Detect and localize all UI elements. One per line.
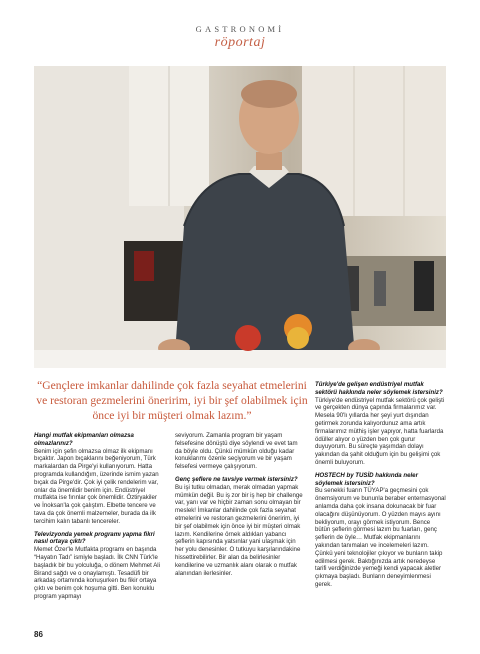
magazine-header [0, 24, 480, 51]
question: Genç şeflere ne tavsiye vermek istersiniz? [175, 475, 298, 483]
question: Hangi mutfak ekipmanları olmazsa olmazlarınız? [34, 432, 134, 447]
article-column-1 [34, 432, 165, 606]
qa-block [175, 476, 306, 577]
portrait-photo [34, 66, 446, 368]
answer: Benim için şefin olmazsa olmaz ilk ekipmanı bıçaktır. Japon bıçaklarını beğeniyorum, Türk markalardan da Pirge'yi kullanıyorum. Hatta programda kullandığım, üzerinde ismim yazan bıçak da Pirge'dir. Çok iyi çelik rendelerim var, onlar da önemlidir benim için. Endüstriyel mutfakta ise fırınlar çok önemlidir. Öztiryakiler ve İnoksan'la çok çalıştım. Elbette tencere ve tava da çok önemli malzemeler, burada da ilk tercihim kalın tabanlı tencereler. [34, 447, 159, 525]
qa-block [34, 432, 165, 526]
pull-quote: “Gençlere imkanlar dahilinde çok fazla seyahat etmelerini ve restoran gezmelerini öneririm, iyi bir şef olabilmek için önce iyi bir müşteri olmak lazım.” [36, 379, 308, 422]
answer: Bu işi tutku olmadan, merak olmadan yapmak mümkün değil. Bu iş zor bir iş hep bir challenge var, yanı var ve hiçbir zaman sonu olmayan bir meslek! İmkanlar dahilinde çok fazla seyahat etmelerini ve restoran gezmelerini öneririm, iyi bir şef olabilmek için önce iyi bir müşteri olmak lazım. Kendilerine örnek aldıkları yabancı şeflerin kapısında yatsınlar yani ulaşmak için her yolu denesinler. O tutkuyu karşılarındakine hissettirebilirler. Bir alan da belirlesinler kendilerine ve uzmanlık alanı olarak o mutfak alanından ilerlesinler. [175, 483, 303, 577]
question: Türkiye'de gelişen endüstriyel mutfak sektörü hakkında neler söylemek istersiniz? [315, 381, 443, 396]
page-number: 86 [34, 630, 43, 639]
answer: Bu senekki fuarın TÜYAP'a geçmesini çok önemsiyorum ve bununla beraber enternasyonal anlamda daha çok insana dokunacak bir fuar olacağını düşünüyorum. O yüzden mayıs ayını bekliyorum, orayı görmek istiyorum. Bence bütün şeflerin görmesi lazım bu fuarları, genç şeflerin de öyle… Mutfak ekipmanlarını yakından tanımaları ve incelemeleri lazım. Çünkü yeni teknolojiler çıkıyor ve bunların takip edilmesi gerek. Baktığınızda artık neredeyse tarifi verdiğinizde yemeği kendi yapacak aletler çıkmaya başladı. Bunların deneyimlenmesi gerek. [315, 487, 446, 588]
qa-block [34, 531, 165, 601]
subsection-title: röportaj [214, 35, 266, 50]
article-column-2 [175, 432, 306, 582]
question: HOSTECH by TUSİD hakkında neler söylemek istersiniz? [315, 471, 418, 487]
answer: Memet Özer'le Mutfakta programı en başında “Hayatın Tadı” ismiyle başladı. İlk CNN Türk'le başladık bir bu yolculuğa, o dönem Mehmet Ali Birand sağdı ve o onaylamıştı. Tesadüfi bir arkadaş ortamında konuşurken bu fikir ortaya çıktı ve benim çok hoşuma gitti. Ben konuklu program yapmayı [34, 546, 161, 600]
answer: Türkiye'de endüstriyel mutfak sektörü çok gelişti ve gerçekten dünya çapında firmalarımız var. Mesela 90'lı yıllarda her şeyi yurt dışından getirmek zorunda kalıyordunuz ama artık firmalarımız müthiş işler yapıyor, hatta fuarlarda ödüller alıyor o yüzden ben çok gurur duyuyorum. Bu süreçte yaşımdan dolayı yakından da şahit olduğum için bu gelişimi çok önemli buluyorum. [315, 396, 445, 466]
portrait-illustration [34, 66, 446, 368]
qa-block [315, 381, 446, 467]
question: Televizyonda yemek programı yapma fikri nasıl ortaya çıktı? [34, 530, 155, 546]
answer-continued: seviyorum. Zamanla program bir yaşam felsefesine dönüştü diye söylendi ve evet tam da böyle oldu. Çünkü mümkün olduğu kadar konuklarımı özenle seçiyorum ve bir yaşam felsefesi vermeye çalışıyorum. [175, 432, 298, 471]
article-column-3 [315, 381, 446, 594]
qa-block [315, 472, 446, 589]
section-title: GASTRONOMİ [195, 24, 285, 34]
